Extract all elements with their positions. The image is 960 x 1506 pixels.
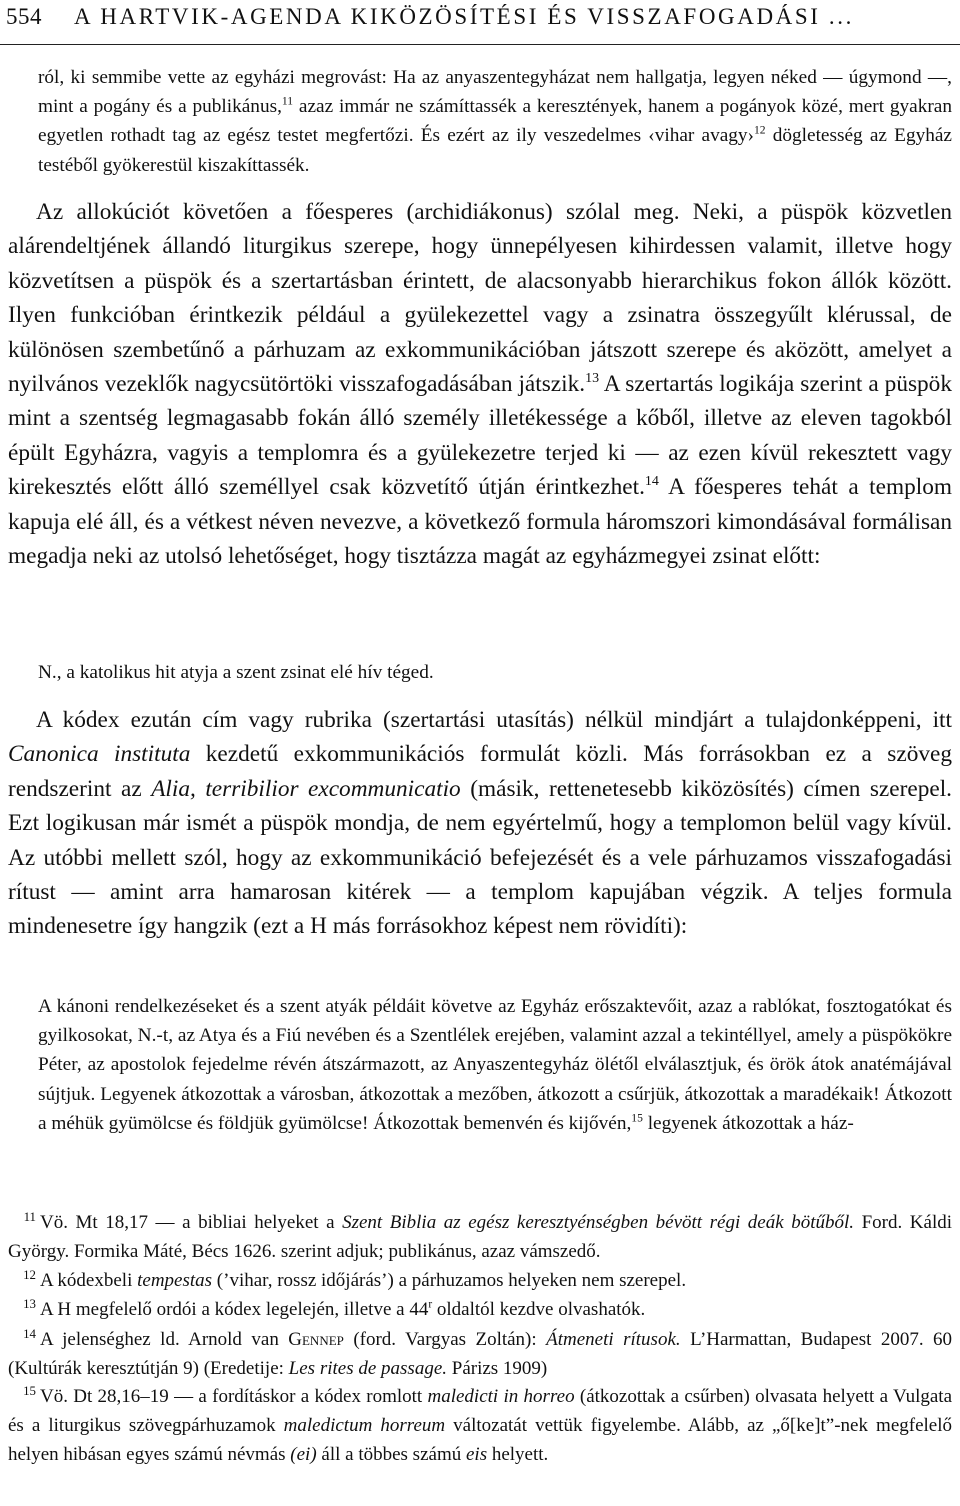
footnote-11: 11 Vö. Mt 18,17 — a bibliai helyeket a Szent Biblia az egész keresztyénségben bévött régi deák bötűből. Ford. Káldi György. Formika Máté, Bécs 1626. szerint adjuk; publikánus, azaz vámszedő. <box>8 1208 952 1262</box>
footnote-ref-15[interactable]: 15 <box>631 1111 643 1125</box>
page-number: 554 <box>6 4 42 29</box>
body-paragraph-1: Az allokúciót követően a főesperes (archidiákonus) szólal meg. Neki, a püspök közvetlen alárendeltjének állandó liturgikus szerepe, hogy ünnepélyesen kihirdessen valamit, illetve hogy közvetítsen a püspök és a szertartásban érintett, de alacsonyabb hierarchikus fokon állók között. Ilyen funkcióban érintkezik például a gyülekezettel vagy a zsinatra összegyűlt klérussal, de különösen szembetűnő a párhuzam az exkommunikációban játszott szerepe és aközött, amelyet a nyilvános vezeklők nagycsütörtöki visszafogadásában játszik.$^{13}$ A szertartás logikája szerint a püspök mint a szentség legmagasabb fokán álló személy illetékessége a kőből, illetve az eleven tagokból épült Egyházra, vagyis a templomra és a gyülekezetre terjed ki — az ezen kívül rekesztett vagy kirekesztés előtt álló személlyel csak közvetítő útján érintkezhet.$^{14}$ A főesperes tehát a templom kapuja elé áll, és a vétkest néven nevezve, a következő formula háromszori kimondásával formálisan megadja neki az utolsó lehetőséget, hogy tisztázza magát az egyházmegyei zsinat előtt: <box>8 199 952 570</box>
title-canonica-instituta: Canonica instituta <box>8 741 191 768</box>
footnote-ref-14[interactable]: 14 <box>644 474 659 490</box>
running-header <box>0 0 960 45</box>
body-paragraph-2: A kódex ezután cím vagy rubrika (szertartási utasítás) nélkül mindjárt a tulajdonképpeni, itt Canonica instituta kezdetű exkommunikációs formulát közli. Más forrásokban ez a szöveg rendszerint az Alia, terribilior excommunicatio (másik, rettenetesebb kiközösítés) címen szerepel. Ezt logikusan már ismét a püspök mondja, de nem egyértelmű, hogy a templomon belül vagy kívül. Az utóbbi mellett szól, hogy az exkommunikáció befejezését és a vele párhuzamos visszafogadási rítust — amint arra hamarosan kitérek — a templom kapujában végzik. A teljes formula mindenesetre így hangzik (ezt a H más forrásokhoz képest nem rövidíti): <box>8 707 952 940</box>
quote-block-3: A kánoni rendelkezéseket és a szent atyák példáit követve az Egyház erőszaktevőit, azaz a rablókat, fosztogatókat és gyilkosokat, N.-t, az Atya és a Fiú nevében és a Szentlélek erejében, valamint azzal a tekintéllyel, amely a püspökökre Péter, az apostolok fejedelme révén átszármazott, az Anyaszentegyház ölétől elválasztjuk, és örök átok anatémájával sújtjuk. Legyenek átkozottak a városban, átkozottak a mezőben, átkozott a csűrjük, átkozottak a maradékaik! Átkozott a méhük gyümölcse és földjük gyümölcse! Átkozottak bemenvén és kijővén,$^{15}$ legyenek átkozottak a ház- <box>38 996 952 1134</box>
footnote-15: 15 Vö. Dt 28,16–19 — a fordításkor a kódex romlott maledicti in horreo (átkozottak a csűrben) olvasata helyett a Vulgata és a liturgikus szövegpárhuzamok maledictum horreum változatát vettük figyelembe. Alább, az „ő[ke]t”-nek megfelelő helyen hibásan egyes számú névmás (ei) áll a többes számú eis helyett. <box>8 1382 953 1465</box>
footnote-14: 14 A jelenséghez ld. Arnold van Gennep (ford. Vargyas Zoltán): Átmeneti rítusok. L’Harmattan, Budapest 2007. 60 (Kultúrák keresztútján 9) (Eredetije: Les rites de passage. Párizs 1909) <box>8 1325 953 1379</box>
running-title: A HARTVIK-AGENDA KIKÖZÖSÍTÉSI ÉS VISSZAFOGADÁSI ... <box>74 4 854 29</box>
footnote-13: 13 A H megfelelő ordói a kódex legelején, illetve a 44$^r$ oldaltól kezdve olvashatók. <box>23 1295 646 1320</box>
footnote-12: 12 A kódexbeli tempestas (’vihar, rossz időjárás’) a párhuzamos helyeken nem szerepel. <box>23 1266 687 1291</box>
footnote-ref-12[interactable]: 12 <box>753 123 766 137</box>
quote-block-2: N., a katolikus hit atyja a szent zsinat elé hív téged. <box>38 662 434 683</box>
title-alia-terribilior: Alia, terribilior excommunicatio <box>151 775 461 802</box>
footnote-ref-13[interactable]: 13 <box>585 371 600 387</box>
quote-block-1: ról, ki semmibe vette az egyházi megrovást: Ha az anyaszentegyházat nem hallgatja, legyen néked — úgymond —, mint a pogány és a publikánus,$^{11}$ azaz immár ne számíttassék a keresztények, hanem a pogányok közé, mert gyakran egyetlen rothadt tag az egész testet megfertőzi. És ezért az ily veszedelmes ‹vihar avagy›$^{12}$ dögletesség az Egyház testéből gyökerestül kiszakíttassék. <box>38 67 952 176</box>
footnote-ref-11[interactable]: 11 <box>281 94 294 108</box>
